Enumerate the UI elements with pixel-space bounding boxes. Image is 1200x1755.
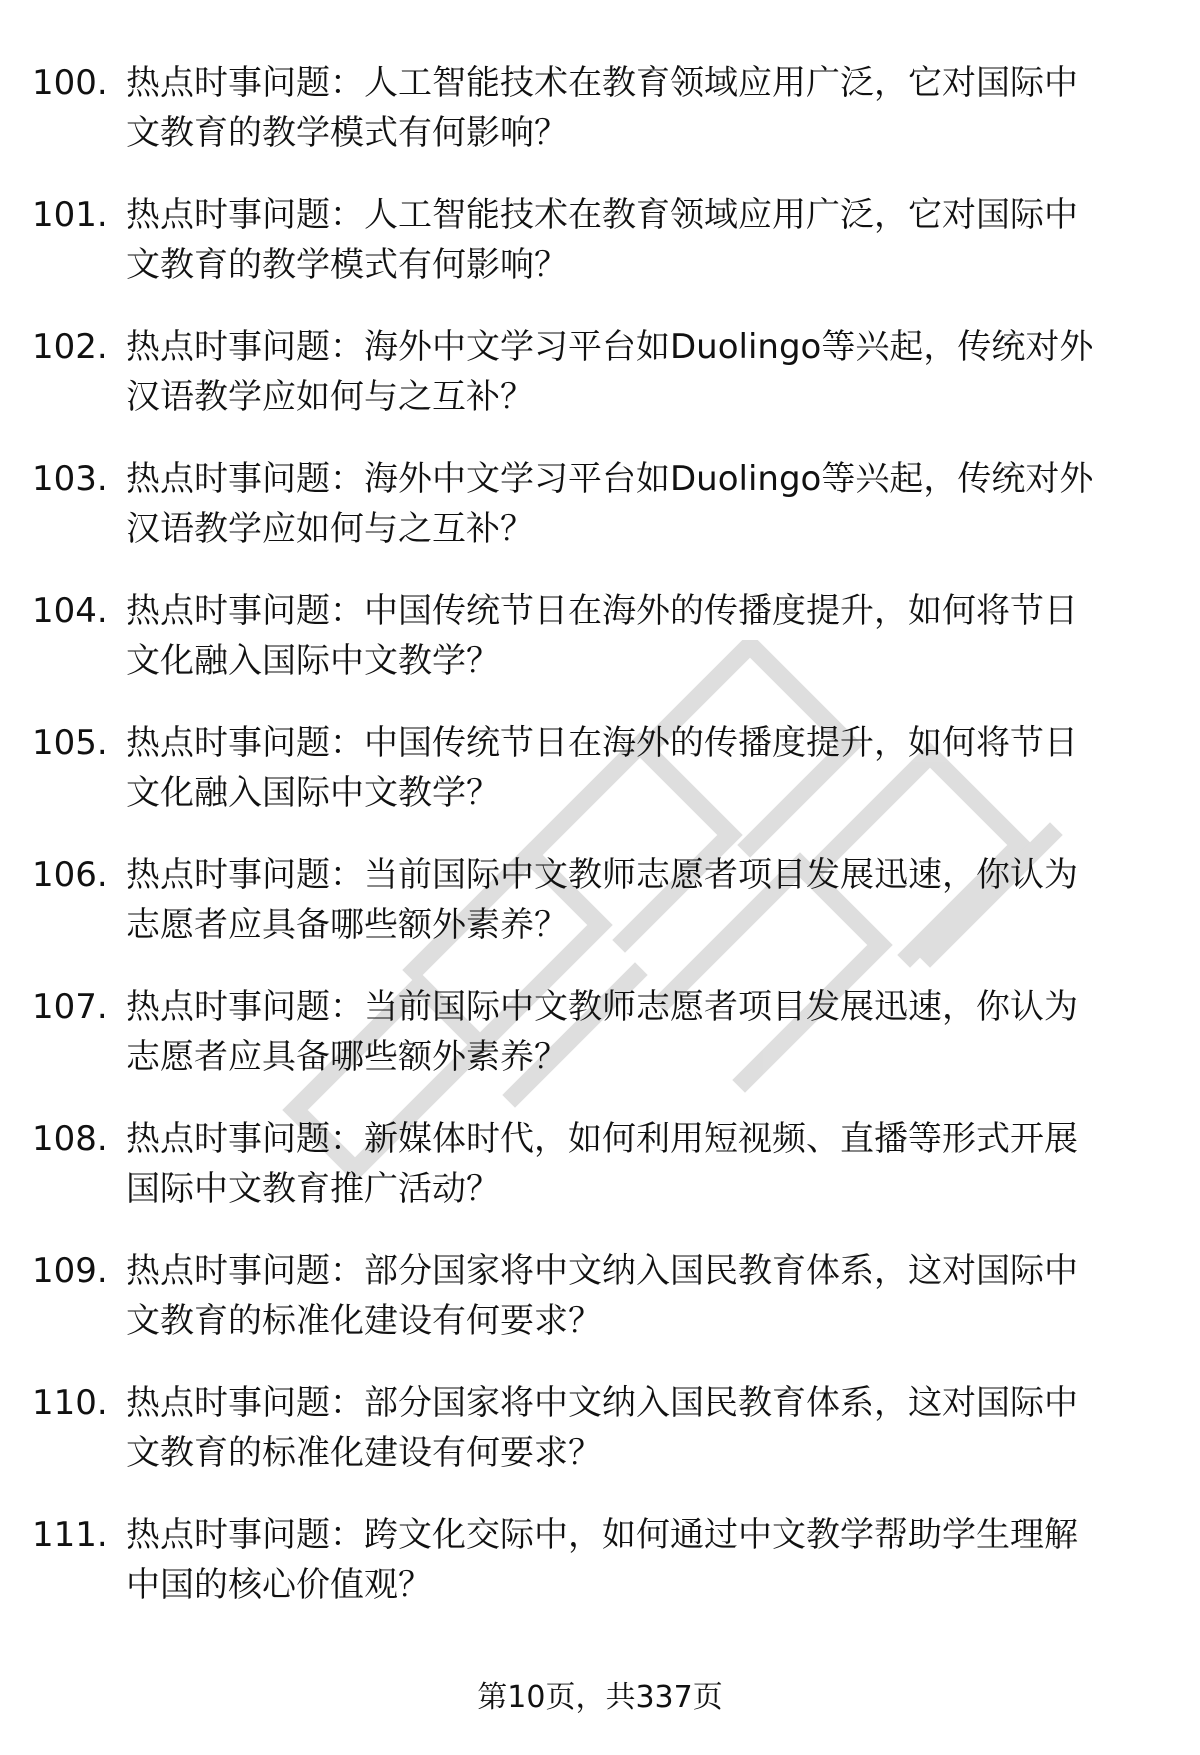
question-line: 文教育的标准化建设有何要求？ bbox=[126, 1301, 602, 1341]
question-number: 108. bbox=[32, 1119, 108, 1159]
question-text bbox=[126, 850, 1166, 950]
question-line: 热点时事问题：跨文化交际中，如何通过中文教学帮助学生理解 bbox=[126, 1515, 1078, 1555]
question-line: 汉语教学应如何与之互补？ bbox=[126, 377, 534, 417]
question-number: 111. bbox=[32, 1515, 108, 1555]
question-number: 106. bbox=[32, 855, 108, 895]
question-line: 文教育的教学模式有何影响？ bbox=[126, 245, 568, 285]
question-line: 热点时事问题：海外中文学习平台如Duolingo等兴起，传统对外 bbox=[126, 327, 1094, 367]
question-line: 志愿者应具备哪些额外素养？ bbox=[126, 1037, 568, 1077]
question-item bbox=[32, 58, 1167, 190]
question-line: 热点时事问题：人工智能技术在教育领域应用广泛，它对国际中 bbox=[126, 63, 1078, 103]
question-item bbox=[32, 1378, 1167, 1510]
question-number: 109. bbox=[32, 1251, 108, 1291]
question-text bbox=[126, 454, 1166, 554]
question-number: 107. bbox=[32, 987, 108, 1027]
question-text bbox=[126, 586, 1166, 686]
question-line: 文化融入国际中文教学？ bbox=[126, 773, 500, 813]
question-text bbox=[126, 1378, 1166, 1478]
page-footer: 第10页，共337页 bbox=[477, 1680, 723, 1715]
question-line: 中国的核心价值观？ bbox=[126, 1565, 432, 1605]
question-text bbox=[126, 1246, 1166, 1346]
question-line: 志愿者应具备哪些额外素养？ bbox=[126, 905, 568, 945]
question-line: 热点时事问题：当前国际中文教师志愿者项目发展迅速，你认为 bbox=[126, 987, 1078, 1027]
question-item bbox=[32, 454, 1167, 586]
question-line: 文教育的标准化建设有何要求？ bbox=[126, 1433, 602, 1473]
question-line: 汉语教学应如何与之互补？ bbox=[126, 509, 534, 549]
question-line: 国际中文教育推广活动？ bbox=[126, 1169, 500, 1209]
question-number: 110. bbox=[32, 1383, 108, 1423]
question-item bbox=[32, 982, 1167, 1114]
question-line: 文教育的教学模式有何影响？ bbox=[126, 113, 568, 153]
question-line: 热点时事问题：中国传统节日在海外的传播度提升，如何将节日 bbox=[126, 723, 1078, 763]
question-line: 热点时事问题：部分国家将中文纳入国民教育体系，这对国际中 bbox=[126, 1251, 1078, 1291]
question-number: 101. bbox=[32, 195, 108, 235]
question-line: 热点时事问题：中国传统节日在海外的传播度提升，如何将节日 bbox=[126, 591, 1078, 631]
question-item bbox=[32, 718, 1167, 850]
question-line: 文化融入国际中文教学？ bbox=[126, 641, 500, 681]
question-text bbox=[126, 1510, 1166, 1610]
question-item bbox=[32, 190, 1167, 322]
question-item bbox=[32, 1114, 1167, 1246]
question-number: 104. bbox=[32, 591, 108, 631]
question-line: 热点时事问题：当前国际中文教师志愿者项目发展迅速，你认为 bbox=[126, 855, 1078, 895]
question-line: 热点时事问题：部分国家将中文纳入国民教育体系，这对国际中 bbox=[126, 1383, 1078, 1423]
question-text bbox=[126, 190, 1166, 290]
question-number: 105. bbox=[32, 723, 108, 763]
question-item bbox=[32, 586, 1167, 718]
question-text bbox=[126, 1114, 1166, 1214]
question-item bbox=[32, 1510, 1167, 1642]
question-item bbox=[32, 322, 1167, 454]
question-line: 热点时事问题：人工智能技术在教育领域应用广泛，它对国际中 bbox=[126, 195, 1078, 235]
question-line: 热点时事问题：海外中文学习平台如Duolingo等兴起，传统对外 bbox=[126, 459, 1094, 499]
question-line: 热点时事问题：新媒体时代，如何利用短视频、直播等形式开展 bbox=[126, 1119, 1078, 1159]
question-number: 100. bbox=[32, 63, 108, 103]
question-list bbox=[32, 58, 1167, 1642]
question-number: 103. bbox=[32, 459, 108, 499]
question-text bbox=[126, 718, 1166, 818]
question-item bbox=[32, 1246, 1167, 1378]
question-text bbox=[126, 322, 1166, 422]
question-text bbox=[126, 58, 1166, 158]
question-item bbox=[32, 850, 1167, 982]
question-text bbox=[126, 982, 1166, 1082]
question-number: 102. bbox=[32, 327, 108, 367]
